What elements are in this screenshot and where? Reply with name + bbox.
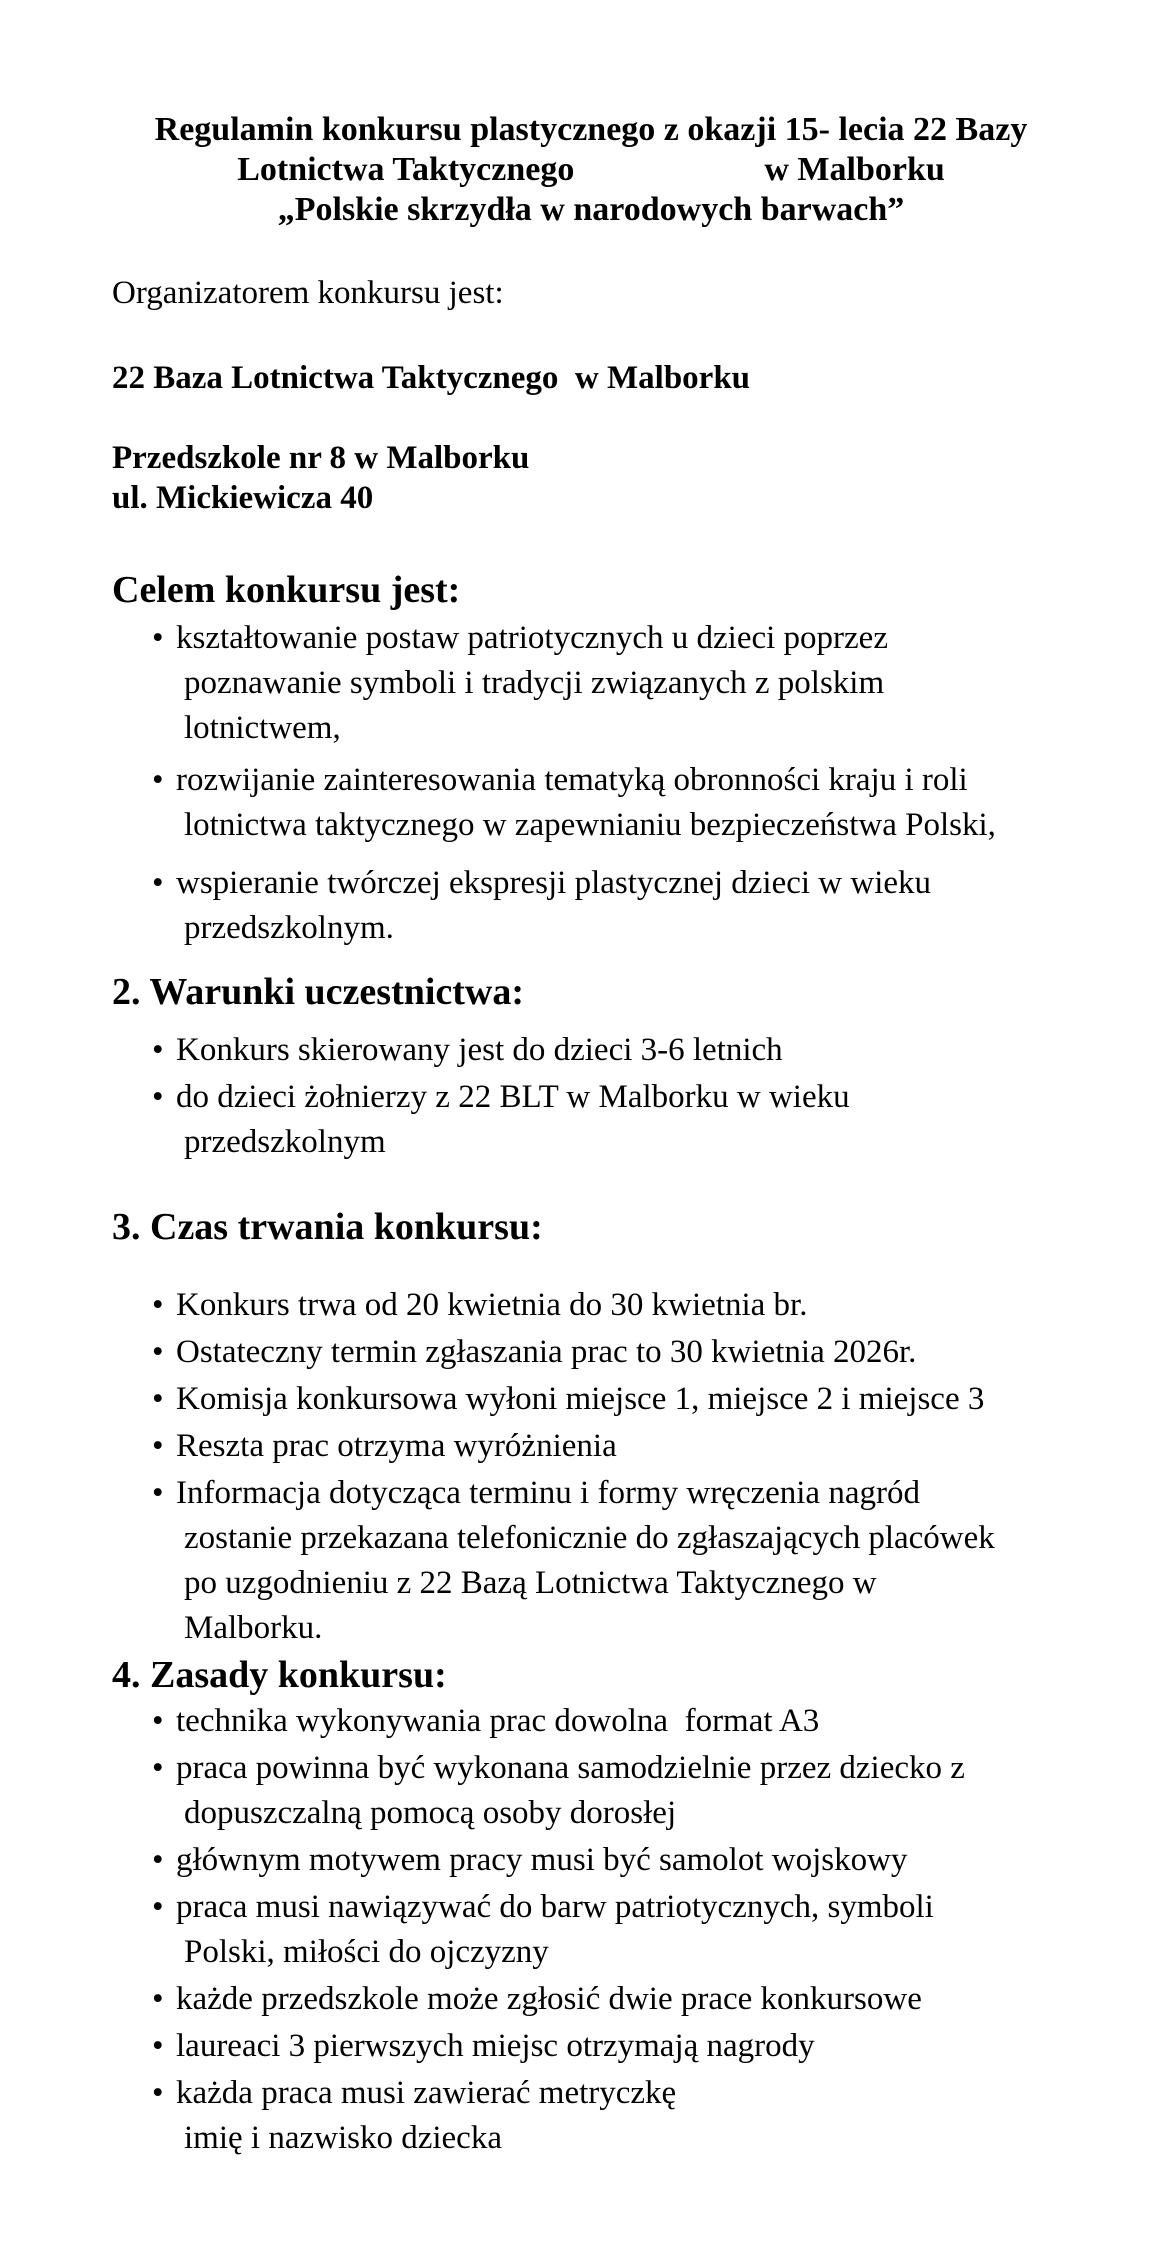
title-line-2-right: w Malborku xyxy=(764,151,945,188)
organizer-secondary-name: Przedszkole nr 8 w Malborku xyxy=(112,440,530,476)
list-item xyxy=(0,1699,1157,1744)
list-item xyxy=(0,861,1157,951)
bullet-text-line: głównym motywem pracy musi być samolot wojskowy xyxy=(176,1842,908,1878)
bullet-text-line: praca musi nawiązywać do barw patriotycznych, symboli xyxy=(176,1889,934,1925)
bullet-text-line: lotnictwem, xyxy=(184,710,341,746)
bullet-icon: • xyxy=(152,1475,164,1511)
list-item xyxy=(0,1028,1157,1073)
bullet-text-line: kształtowanie postaw patriotycznych u dzieci poprzez xyxy=(176,620,888,656)
bullet-icon: • xyxy=(152,1428,164,1464)
bullet-text-line: Ostateczny termin zgłaszania prac to 30 kwietnia 2026r. xyxy=(176,1334,917,1370)
bullet-text-line: Malborku. xyxy=(184,1610,323,1646)
list-item xyxy=(0,1746,1157,1836)
document-title xyxy=(0,110,1157,230)
bullet-text-line: po uzgodnieniu z 22 Bazą Lotnictwa Taktycznego w xyxy=(184,1565,877,1601)
bullet-icon: • xyxy=(152,620,164,656)
bullet-text-line: do dzieci żołnierzy z 22 BLT w Malborku w wieku xyxy=(176,1079,850,1115)
bullet-icon: • xyxy=(152,2028,164,2064)
list-item xyxy=(0,1885,1157,1975)
bullet-text-line: Komisja konkursowa wyłoni miejsce 1, miejsce 2 i miejsce 3 xyxy=(176,1381,985,1417)
section-heading-zasady: 4. Zasady konkursu: xyxy=(112,1654,447,1696)
bullet-icon: • xyxy=(152,1079,164,1115)
list-item xyxy=(0,758,1157,848)
organizer-primary: 22 Baza Lotnictwa Taktycznego w Malborku xyxy=(112,360,751,396)
title-line-1: Regulamin konkursu plastycznego z okazji 15- lecia 22 Bazy xyxy=(154,111,1028,148)
bullet-text-line: Polski, miłości do ojczyzny xyxy=(184,1934,549,1970)
list-item xyxy=(0,616,1157,751)
bullet-text-line: lotnictwa taktycznego w zapewnianiu bezpieczeństwa Polski, xyxy=(184,807,996,843)
section-heading-celem: Celem konkursu jest: xyxy=(112,569,461,611)
bullet-icon: • xyxy=(152,1334,164,1370)
bullet-icon: • xyxy=(152,1381,164,1417)
bullet-text-line: technika wykonywania prac dowolna format A3 xyxy=(176,1703,820,1739)
bullet-icon: • xyxy=(152,1889,164,1925)
bullet-text-line: laureaci 3 pierwszych miejsc otrzymają nagrody xyxy=(176,2028,815,2064)
bullet-text-line: Konkurs trwa od 20 kwietnia do 30 kwietnia br. xyxy=(176,1287,808,1323)
bullet-icon: • xyxy=(152,1981,164,2017)
bullet-text-line: praca powinna być wykonana samodzielnie przez dziecko z xyxy=(176,1750,965,1786)
bullet-text-line: Konkurs skierowany jest do dzieci 3-6 letnich xyxy=(176,1032,783,1068)
list-item xyxy=(0,1075,1157,1165)
bullet-text-line: imię i nazwisko dziecka xyxy=(184,2120,502,2156)
bullet-text-line: każda praca musi zawierać metryczkę xyxy=(176,2075,677,2111)
bullet-icon: • xyxy=(152,865,164,901)
section-czas-bullets xyxy=(0,1283,1157,1651)
list-item xyxy=(0,1977,1157,2022)
list-item xyxy=(0,1471,1157,1651)
bullet-icon: • xyxy=(152,1842,164,1878)
bullet-icon: • xyxy=(152,1750,164,1786)
section-heading-czas: 3. Czas trwania konkursu: xyxy=(112,1206,543,1248)
title-line-2-left: Lotnictwa Taktycznego xyxy=(237,151,575,188)
organizer-secondary xyxy=(112,438,1157,518)
bullet-text-line: Informacja dotycząca terminu i formy wręczenia nagród xyxy=(176,1475,920,1511)
bullet-icon: • xyxy=(152,1287,164,1323)
bullet-text-line: wspieranie twórczej ekspresji plastycznej dzieci w wieku xyxy=(176,865,932,901)
document-page xyxy=(0,110,1157,2258)
bullet-text-line: przedszkolnym. xyxy=(184,910,394,946)
bullet-text-line: Reszta prac otrzyma wyróżnienia xyxy=(176,1428,617,1464)
bullet-icon: • xyxy=(152,1703,164,1739)
list-item xyxy=(0,1838,1157,1883)
bullet-text-line: poznawanie symboli i tradycji związanych z polskim xyxy=(184,665,885,701)
list-item xyxy=(0,1424,1157,1469)
list-item xyxy=(0,1283,1157,1328)
bullet-text-line: zostanie przekazana telefonicznie do zgłaszających placówek xyxy=(184,1520,995,1556)
bullet-icon: • xyxy=(152,762,164,798)
section-zasady-bullets xyxy=(0,1699,1157,2161)
section-celem-bullets xyxy=(0,616,1157,951)
list-item xyxy=(0,1330,1157,1375)
section-warunki-bullets xyxy=(0,1028,1157,1165)
list-item xyxy=(0,1377,1157,1422)
list-item xyxy=(0,2024,1157,2069)
bullet-icon: • xyxy=(152,1032,164,1068)
organizer-label: Organizatorem konkursu jest: xyxy=(112,275,504,311)
section-heading-warunki: 2. Warunki uczestnictwa: xyxy=(112,971,525,1013)
organizer-secondary-address: ul. Mickiewicza 40 xyxy=(112,480,374,516)
bullet-text-line: rozwijanie zainteresowania tematyką obronności kraju i roli xyxy=(176,762,968,798)
bullet-text-line: dopuszczalną pomocą osoby dorosłej xyxy=(184,1795,677,1831)
bullet-text-line: każde przedszkole może zgłosić dwie prace konkursowe xyxy=(176,1981,922,2017)
bullet-text-line: przedszkolnym xyxy=(184,1124,386,1160)
title-line-3-quoted: „Polskie skrzydła w narodowych barwach” xyxy=(277,191,905,228)
bullet-icon: • xyxy=(152,2075,164,2111)
title-line-2 xyxy=(25,150,1157,190)
